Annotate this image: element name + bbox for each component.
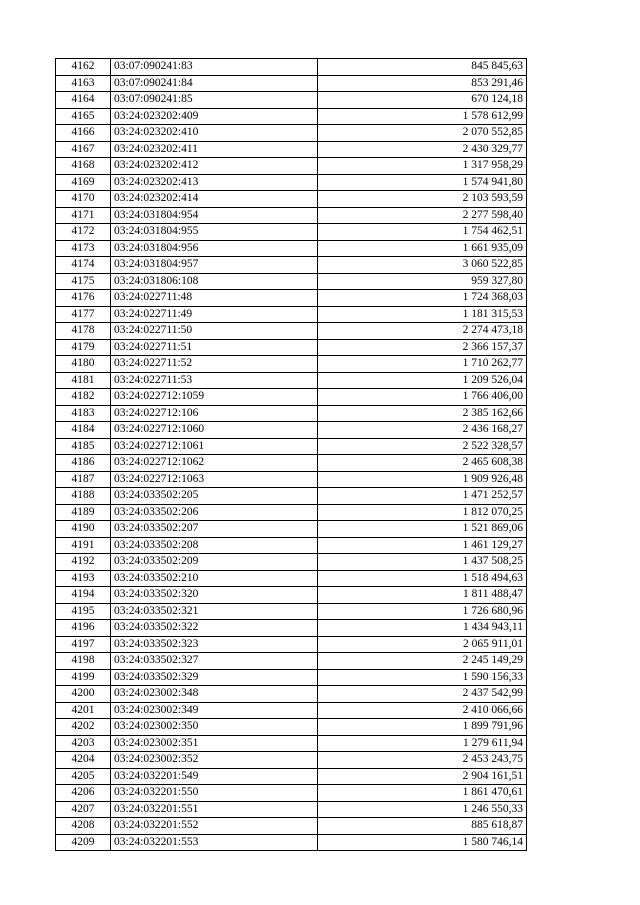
row-number-cell: 4189 (56, 504, 111, 521)
table-row (56, 273, 527, 290)
row-number-cell: 4164 (56, 92, 111, 109)
cadastral-number-cell: 03:24:023202:409 (111, 108, 318, 125)
cadastral-number-cell: 03:24:033502:207 (111, 521, 318, 538)
table-row (56, 339, 527, 356)
table-row (56, 455, 527, 472)
cadastral-number-cell: 03:24:033502:205 (111, 488, 318, 505)
row-number-cell: 4180 (56, 356, 111, 373)
table-row (56, 834, 527, 851)
value-cell: 1 899 791,96 (318, 719, 527, 736)
table-row (56, 174, 527, 191)
row-number-cell: 4182 (56, 389, 111, 406)
cadastral-number-cell: 03:24:023002:351 (111, 735, 318, 752)
row-number-cell: 4171 (56, 207, 111, 224)
value-cell: 1 726 680,96 (318, 603, 527, 620)
cadastral-number-cell: 03:24:031806:108 (111, 273, 318, 290)
table-row (56, 719, 527, 736)
value-cell: 1 279 611,94 (318, 735, 527, 752)
table-row (56, 125, 527, 142)
table-row (56, 158, 527, 175)
cadastral-number-cell: 03:24:023202:412 (111, 158, 318, 175)
row-number-cell: 4173 (56, 240, 111, 257)
value-cell: 1 724 368,03 (318, 290, 527, 307)
cadastral-number-cell: 03:24:033502:206 (111, 504, 318, 521)
cadastral-number-cell: 03:24:033502:209 (111, 554, 318, 571)
table-row (56, 488, 527, 505)
cadastral-number-cell: 03:24:033502:210 (111, 570, 318, 587)
row-number-cell: 4197 (56, 636, 111, 653)
row-number-cell: 4163 (56, 75, 111, 92)
cadastral-number-cell: 03:24:022712:1061 (111, 438, 318, 455)
row-number-cell: 4193 (56, 570, 111, 587)
row-number-cell: 4165 (56, 108, 111, 125)
row-number-cell: 4198 (56, 653, 111, 670)
cadastral-number-cell: 03:24:032201:551 (111, 801, 318, 818)
value-cell: 1 461 129,27 (318, 537, 527, 554)
value-cell: 1 209 526,04 (318, 372, 527, 389)
row-number-cell: 4208 (56, 818, 111, 835)
cadastral-number-cell: 03:24:033502:208 (111, 537, 318, 554)
row-number-cell: 4200 (56, 686, 111, 703)
value-cell: 2 245 149,29 (318, 653, 527, 670)
table-row (56, 636, 527, 653)
cadastral-number-cell: 03:07:090241:83 (111, 59, 318, 76)
cadastral-number-cell: 03:24:022711:53 (111, 372, 318, 389)
table-row (56, 290, 527, 307)
table-row (56, 59, 527, 76)
table-row (56, 92, 527, 109)
row-number-cell: 4191 (56, 537, 111, 554)
value-cell: 1 574 941,80 (318, 174, 527, 191)
row-number-cell: 4204 (56, 752, 111, 769)
value-cell: 1 811 488,47 (318, 587, 527, 604)
row-number-cell: 4178 (56, 323, 111, 340)
table-row (56, 372, 527, 389)
value-cell: 2 366 157,37 (318, 339, 527, 356)
cadastral-number-cell: 03:24:033502:327 (111, 653, 318, 670)
cadastral-number-cell: 03:24:023202:411 (111, 141, 318, 158)
value-cell: 1 434 943,11 (318, 620, 527, 637)
value-cell: 1 437 508,25 (318, 554, 527, 571)
table-row (56, 471, 527, 488)
table-row (56, 785, 527, 802)
cadastral-number-cell: 03:24:022712:1060 (111, 422, 318, 439)
row-number-cell: 4196 (56, 620, 111, 637)
cadastral-number-cell: 03:24:023002:348 (111, 686, 318, 703)
cadastral-number-cell: 03:24:023002:350 (111, 719, 318, 736)
value-cell: 1 590 156,33 (318, 669, 527, 686)
value-cell: 2 465 608,38 (318, 455, 527, 472)
table-row (56, 801, 527, 818)
table-row (56, 389, 527, 406)
row-number-cell: 4175 (56, 273, 111, 290)
cadastral-number-cell: 03:24:032201:552 (111, 818, 318, 835)
value-cell: 2 070 552,85 (318, 125, 527, 142)
cadastral-number-cell: 03:24:033502:321 (111, 603, 318, 620)
table-row (56, 356, 527, 373)
row-number-cell: 4202 (56, 719, 111, 736)
value-cell: 853 291,46 (318, 75, 527, 92)
row-number-cell: 4177 (56, 306, 111, 323)
table-row (56, 537, 527, 554)
table-row (56, 191, 527, 208)
row-number-cell: 4174 (56, 257, 111, 274)
cadastral-value-table (55, 58, 527, 851)
value-cell: 2 453 243,75 (318, 752, 527, 769)
row-number-cell: 4187 (56, 471, 111, 488)
value-cell: 2 522 328,57 (318, 438, 527, 455)
value-cell: 1 812 070,25 (318, 504, 527, 521)
table-row (56, 323, 527, 340)
table-row (56, 207, 527, 224)
table-row (56, 686, 527, 703)
value-cell: 1 521 869,06 (318, 521, 527, 538)
row-number-cell: 4181 (56, 372, 111, 389)
cadastral-number-cell: 03:24:033502:320 (111, 587, 318, 604)
table-row (56, 620, 527, 637)
table-row (56, 224, 527, 241)
value-cell: 1 710 262,77 (318, 356, 527, 373)
row-number-cell: 4194 (56, 587, 111, 604)
cadastral-number-cell: 03:24:031804:956 (111, 240, 318, 257)
cadastral-number-cell: 03:24:033502:322 (111, 620, 318, 637)
table-body (56, 59, 527, 851)
value-cell: 1 181 315,53 (318, 306, 527, 323)
table-row (56, 702, 527, 719)
row-number-cell: 4209 (56, 834, 111, 851)
value-cell: 1 754 462,51 (318, 224, 527, 241)
value-cell: 1 578 612,99 (318, 108, 527, 125)
value-cell: 1 661 935,09 (318, 240, 527, 257)
value-cell: 3 060 522,85 (318, 257, 527, 274)
cadastral-number-cell: 03:24:031804:954 (111, 207, 318, 224)
cadastral-number-cell: 03:24:023202:413 (111, 174, 318, 191)
cadastral-number-cell: 03:24:023002:349 (111, 702, 318, 719)
value-cell: 2 065 911,01 (318, 636, 527, 653)
value-cell: 1 909 926,48 (318, 471, 527, 488)
table-row (56, 669, 527, 686)
cadastral-number-cell: 03:24:032201:549 (111, 768, 318, 785)
row-number-cell: 4203 (56, 735, 111, 752)
cadastral-number-cell: 03:24:022711:48 (111, 290, 318, 307)
table-row (56, 818, 527, 835)
value-cell: 2 385 162,66 (318, 405, 527, 422)
cadastral-number-cell: 03:24:032201:553 (111, 834, 318, 851)
cadastral-number-cell: 03:24:032201:550 (111, 785, 318, 802)
row-number-cell: 4170 (56, 191, 111, 208)
table-row (56, 108, 527, 125)
row-number-cell: 4186 (56, 455, 111, 472)
row-number-cell: 4172 (56, 224, 111, 241)
cadastral-number-cell: 03:24:033502:329 (111, 669, 318, 686)
value-cell: 2 436 168,27 (318, 422, 527, 439)
value-cell: 1 246 550,33 (318, 801, 527, 818)
row-number-cell: 4199 (56, 669, 111, 686)
table-row (56, 504, 527, 521)
value-cell: 1 861 470,61 (318, 785, 527, 802)
value-cell: 2 274 473,18 (318, 323, 527, 340)
cadastral-number-cell: 03:24:022712:1059 (111, 389, 318, 406)
row-number-cell: 4185 (56, 438, 111, 455)
table-row (56, 422, 527, 439)
table-row (56, 257, 527, 274)
cadastral-number-cell: 03:24:023202:414 (111, 191, 318, 208)
table-row (56, 752, 527, 769)
value-cell: 959 327,80 (318, 273, 527, 290)
table-row (56, 587, 527, 604)
table-row (56, 438, 527, 455)
table-row (56, 521, 527, 538)
value-cell: 1 471 252,57 (318, 488, 527, 505)
value-cell: 2 277 598,40 (318, 207, 527, 224)
value-cell: 845 845,63 (318, 59, 527, 76)
row-number-cell: 4207 (56, 801, 111, 818)
table-row (56, 554, 527, 571)
cadastral-number-cell: 03:24:022712:1063 (111, 471, 318, 488)
value-cell: 1 518 494,63 (318, 570, 527, 587)
value-cell: 2 430 329,77 (318, 141, 527, 158)
row-number-cell: 4188 (56, 488, 111, 505)
cadastral-number-cell: 03:24:033502:323 (111, 636, 318, 653)
row-number-cell: 4179 (56, 339, 111, 356)
cadastral-number-cell: 03:24:031804:957 (111, 257, 318, 274)
table-row (56, 141, 527, 158)
row-number-cell: 4167 (56, 141, 111, 158)
value-cell: 2 410 066,66 (318, 702, 527, 719)
value-cell: 670 124,18 (318, 92, 527, 109)
row-number-cell: 4206 (56, 785, 111, 802)
value-cell: 1 317 958,29 (318, 158, 527, 175)
row-number-cell: 4166 (56, 125, 111, 142)
row-number-cell: 4176 (56, 290, 111, 307)
cadastral-number-cell: 03:24:022711:49 (111, 306, 318, 323)
row-number-cell: 4183 (56, 405, 111, 422)
row-number-cell: 4192 (56, 554, 111, 571)
cadastral-number-cell: 03:24:022712:106 (111, 405, 318, 422)
table-row (56, 405, 527, 422)
row-number-cell: 4195 (56, 603, 111, 620)
cadastral-number-cell: 03:24:031804:955 (111, 224, 318, 241)
cadastral-number-cell: 03:24:022711:52 (111, 356, 318, 373)
cadastral-number-cell: 03:24:023202:410 (111, 125, 318, 142)
cadastral-number-cell: 03:24:023002:352 (111, 752, 318, 769)
table-row (56, 240, 527, 257)
table-row (56, 570, 527, 587)
table-row (56, 75, 527, 92)
table-row (56, 653, 527, 670)
cadastral-number-cell: 03:24:022711:50 (111, 323, 318, 340)
value-cell: 2 904 161,51 (318, 768, 527, 785)
cadastral-number-cell: 03:07:090241:84 (111, 75, 318, 92)
row-number-cell: 4201 (56, 702, 111, 719)
table-row (56, 306, 527, 323)
row-number-cell: 4184 (56, 422, 111, 439)
value-cell: 2 437 542,99 (318, 686, 527, 703)
row-number-cell: 4162 (56, 59, 111, 76)
table-row (56, 768, 527, 785)
cadastral-number-cell: 03:24:022711:51 (111, 339, 318, 356)
row-number-cell: 4169 (56, 174, 111, 191)
row-number-cell: 4168 (56, 158, 111, 175)
value-cell: 1 766 406,00 (318, 389, 527, 406)
row-number-cell: 4205 (56, 768, 111, 785)
table-row (56, 603, 527, 620)
table-row (56, 735, 527, 752)
value-cell: 885 618,87 (318, 818, 527, 835)
value-cell: 2 103 593,59 (318, 191, 527, 208)
cadastral-number-cell: 03:24:022712:1062 (111, 455, 318, 472)
row-number-cell: 4190 (56, 521, 111, 538)
cadastral-number-cell: 03:07:090241:85 (111, 92, 318, 109)
value-cell: 1 580 746,14 (318, 834, 527, 851)
